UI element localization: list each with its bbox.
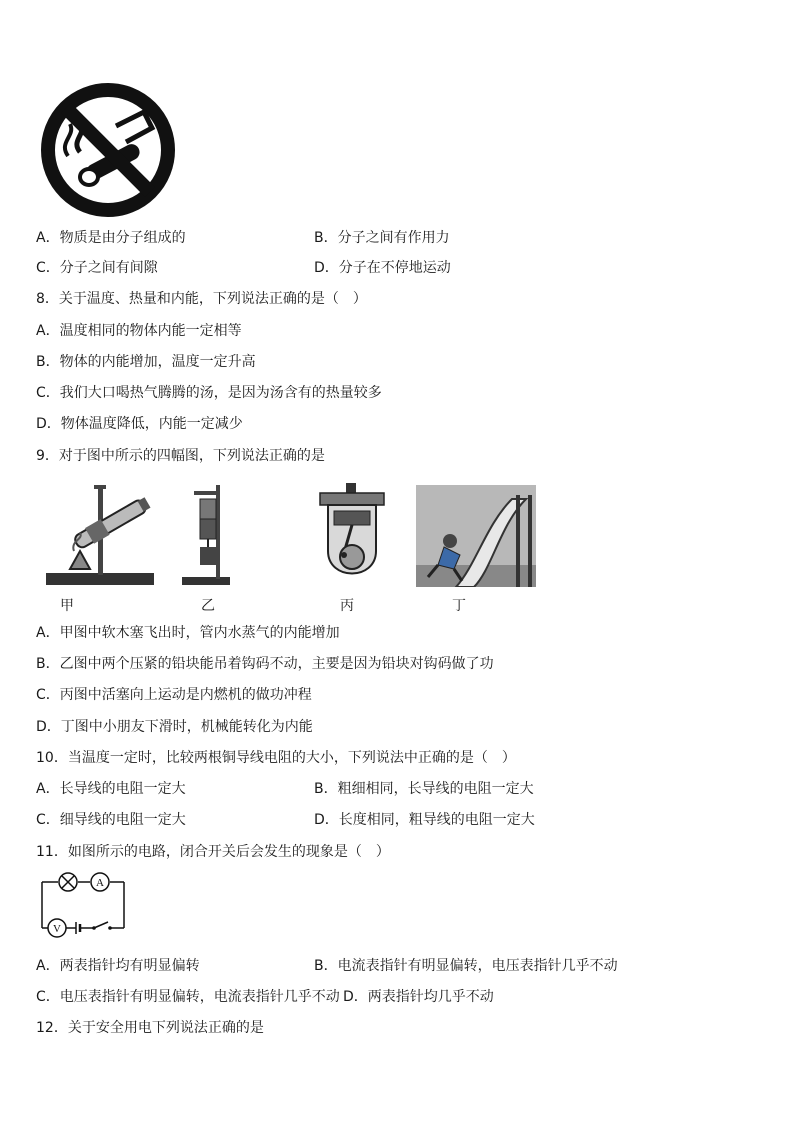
no-smoking-figure: [40, 82, 176, 218]
q12-stem: 12．关于安全用电下列说法正确的是: [36, 1020, 264, 1036]
q7-option-a: A．物质是由分子组成的: [36, 230, 186, 246]
q9-stem: 9．对于图中所示的四幅图，下列说法正确的是: [36, 448, 325, 464]
ammeter-symbol: [91, 873, 109, 891]
figure-jia-test-tube: [44, 481, 158, 587]
voltmeter-label: V: [53, 923, 61, 935]
q9-option-c: C．丙图中活塞向上运动是内燃机的做功冲程: [36, 687, 312, 703]
q10-stem: 10．当温度一定时，比较两根铜导线电阻的大小，下列说法中正确的是（ ）: [36, 750, 516, 766]
caption-ding: 丁: [452, 598, 466, 614]
q7-option-c: C．分子之间有间隙: [36, 260, 158, 276]
q9-option-b: B．乙图中两个压紧的铅块能吊着钩码不动，主要是因为铅块对钩码做了功: [36, 656, 494, 672]
q9-option-a: A．甲图中软木塞飞出时，管内水蒸气的内能增加: [36, 625, 340, 641]
voltmeter-symbol: [48, 919, 66, 937]
q11-option-c: C．电压表指针有明显偏转，电流表指针几乎不动: [36, 989, 340, 1005]
figure-ding-slide: [416, 485, 536, 587]
q11-stem: 11．如图所示的电路，闭合开关后会发生的现象是（ ）: [36, 844, 390, 860]
q10-option-a: A．长导线的电阻一定大: [36, 781, 186, 797]
q10-option-c: C．细导线的电阻一定大: [36, 812, 186, 828]
q11-option-a: A．两表指针均有明显偏转: [36, 958, 200, 974]
q10-option-d: D．长度相同，粗导线的电阻一定大: [314, 812, 535, 828]
switch-contact: [108, 926, 112, 930]
caption-jia: 甲: [60, 598, 74, 614]
q7-option-b: B．分子之间有作用力: [314, 230, 450, 246]
lamp-symbol: [59, 873, 77, 891]
q8-stem: 8．关于温度、热量和内能，下列说法正确的是（ ）: [36, 291, 367, 307]
q8-option-c: C．我们大口喝热气腾腾的汤，是因为汤含有的热量较多: [36, 385, 382, 401]
switch-pivot: [92, 926, 96, 930]
ammeter-label: A: [96, 877, 104, 889]
q11-option-b: B．电流表指针有明显偏转，电压表指针几乎不动: [314, 958, 618, 974]
q7-option-d: D．分子在不停地运动: [314, 260, 451, 276]
q11-option-d: D．两表指针均几乎不动: [343, 989, 494, 1005]
caption-bing: 丙: [340, 598, 354, 614]
q9-option-d: D．丁图中小朋友下滑时，机械能转化为内能: [36, 719, 313, 735]
q8-option-a: A．温度相同的物体内能一定相等: [36, 323, 242, 339]
q10-option-b: B．粗细相同，长导线的电阻一定大: [314, 781, 534, 797]
q8-option-d: D．物体温度降低，内能一定减少: [36, 416, 243, 432]
figure-yi-lead-blocks: [180, 481, 232, 587]
circuit-diagram: [40, 872, 126, 942]
caption-yi: 乙: [201, 598, 215, 614]
figure-bing-engine-cylinder: [314, 481, 390, 587]
q8-option-b: B．物体的内能增加，温度一定升高: [36, 354, 256, 370]
